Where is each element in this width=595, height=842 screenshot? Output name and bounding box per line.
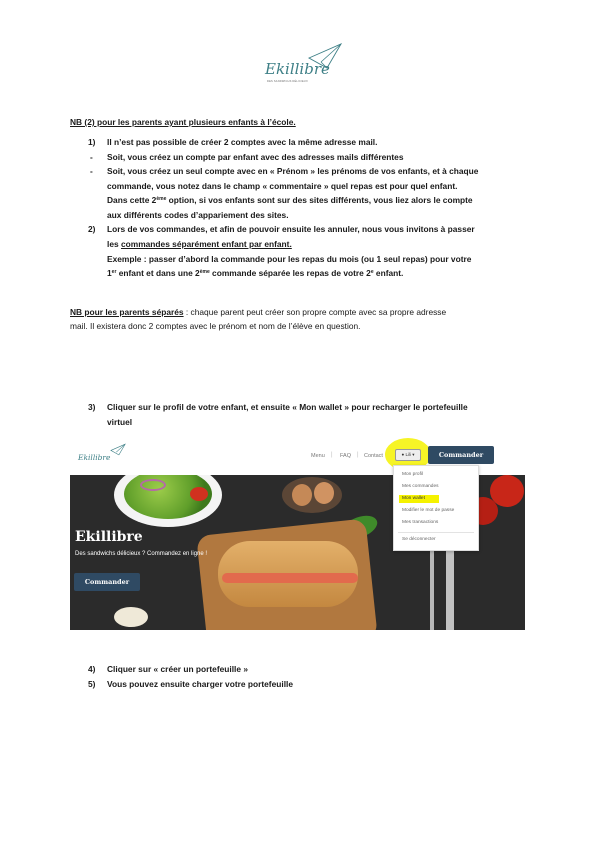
tomato-image bbox=[190, 487, 208, 501]
bullet2-line3 bbox=[107, 195, 473, 205]
item2-line4-b: enfant et dans une 2 bbox=[116, 268, 200, 278]
item2-line3: Exemple : passer d’abord la commande pour les repas du mois (ou 1 seul repas) pour votre bbox=[107, 254, 472, 264]
egg-image bbox=[314, 482, 334, 504]
item2-number: 2) bbox=[88, 224, 96, 234]
user-icon: ● bbox=[401, 452, 405, 457]
nav-faq[interactable]: FAQ bbox=[340, 453, 352, 459]
website-screenshot bbox=[70, 437, 525, 630]
item2-line2-a: les bbox=[107, 239, 121, 249]
bullet1-text: Soit, vous créez un compte par enfant avec des adresses mails différentes bbox=[107, 152, 404, 162]
bullet2-line3-b: option, si vos enfants sont sur des sites différents, vous liez alors le compte bbox=[166, 195, 473, 205]
step5-number: 5) bbox=[88, 679, 96, 689]
step3-number: 3) bbox=[88, 402, 96, 412]
bullet2-line4: aux différents codes d’appariement des sites. bbox=[107, 210, 289, 220]
nav-menu[interactable]: Menu bbox=[311, 453, 325, 459]
step5-text: Vous pouvez ensuite charger votre portefeuille bbox=[107, 679, 293, 689]
site-logo[interactable] bbox=[78, 443, 138, 469]
nb2-heading: NB (2) pour les parents ayant plusieurs enfants à l’école. bbox=[70, 117, 296, 127]
item2-line1: Lors de vos commandes, et afin de pouvoir ensuite les annuler, nous vous invitons à passer bbox=[107, 224, 475, 234]
item2-line4-a: 1 bbox=[107, 268, 112, 278]
item2-line4-c: commande séparée les repas de votre 2 bbox=[209, 268, 371, 278]
sup-e: e bbox=[370, 269, 374, 275]
menu-divider bbox=[398, 532, 474, 533]
step4-number: 4) bbox=[88, 664, 96, 674]
egg-image bbox=[292, 484, 312, 506]
chevron-down-icon: ▾ bbox=[412, 452, 415, 457]
menu-item-transactions[interactable]: Mes transactions bbox=[402, 520, 439, 525]
bullet1-dash: - bbox=[90, 152, 93, 162]
nb-separated-line2: mail. Il existera donc 2 comptes avec le prénom et nom de l’élève en question. bbox=[70, 321, 361, 331]
step4-text: Cliquer sur « créer un portefeuille » bbox=[107, 664, 249, 674]
menu-item-orders[interactable]: Mes commandes bbox=[402, 484, 439, 489]
item1-number: 1) bbox=[88, 137, 96, 147]
profile-name: Lili bbox=[405, 452, 411, 457]
bullet2-line2: commande, vous notez dans le champ « commentaire » quel repas est pour quel enfant. bbox=[107, 181, 458, 191]
sup-eme-2: ème bbox=[199, 269, 210, 275]
menu-item-change-password[interactable]: Modifier le mot de passe bbox=[402, 508, 455, 513]
menu-item-profile[interactable]: Mon profil bbox=[402, 472, 424, 477]
hero-title: Ekillibre bbox=[75, 529, 143, 545]
bullet2-line3-a: Dans cette 2 bbox=[107, 195, 157, 205]
item2-line4-d: enfant. bbox=[373, 268, 404, 278]
nav-separator: | bbox=[357, 452, 359, 458]
nb-separated-heading: NB pour les parents séparés bbox=[70, 307, 184, 317]
sandwich-filling-image bbox=[222, 573, 358, 583]
nav-separator: | bbox=[331, 452, 333, 458]
nav-contact[interactable]: Contact bbox=[364, 453, 383, 459]
sup-eme: ème bbox=[156, 196, 167, 202]
item2-line4 bbox=[107, 268, 403, 278]
menu-item-logout[interactable]: Se déconnecter bbox=[402, 537, 436, 542]
logo bbox=[255, 42, 345, 90]
sup-er: er bbox=[111, 269, 117, 275]
item2-line2 bbox=[107, 239, 292, 249]
hero-order-button[interactable]: Commander bbox=[74, 573, 140, 591]
bullet2-dash: - bbox=[90, 166, 93, 176]
onion-image bbox=[140, 479, 166, 491]
nb-separated-line1 bbox=[70, 305, 446, 320]
item2-line2-underlined: commandes séparément enfant par enfant. bbox=[120, 239, 292, 249]
profile-dropdown-toggle[interactable] bbox=[395, 449, 421, 461]
step3-line1: Cliquer sur le profil de votre enfant, et ensuite « Mon wallet » pour recharger le portefeuille bbox=[107, 402, 468, 412]
nb-separated-line1-rest: : chaque parent peut créer son propre compte avec sa propre adresse bbox=[183, 307, 447, 317]
bullet2-line1: Soit, vous créez un seul compte avec en « Prénom » les prénoms de vos enfants, et à chaque bbox=[107, 166, 479, 176]
logo-text: Ekillibre bbox=[265, 60, 330, 78]
paper-plane-icon bbox=[110, 443, 126, 457]
order-button[interactable]: Commander bbox=[428, 446, 494, 464]
logo-tagline: DES SANDWICHS DÉLICIEUX bbox=[267, 80, 308, 83]
step3-line2: virtuel bbox=[107, 417, 133, 427]
site-logo-text: Ekillibre bbox=[78, 453, 111, 462]
item1-text: Il n’est pas possible de créer 2 comptes avec la même adresse mail. bbox=[107, 137, 378, 147]
menu-item-wallet[interactable]: Mon wallet bbox=[402, 496, 425, 501]
hero-subtitle: Des sandwichs délicieux ? Commandez en ligne ! bbox=[75, 551, 208, 557]
profile-dropdown-menu bbox=[393, 465, 479, 551]
sauce-bowl-image bbox=[114, 607, 148, 627]
